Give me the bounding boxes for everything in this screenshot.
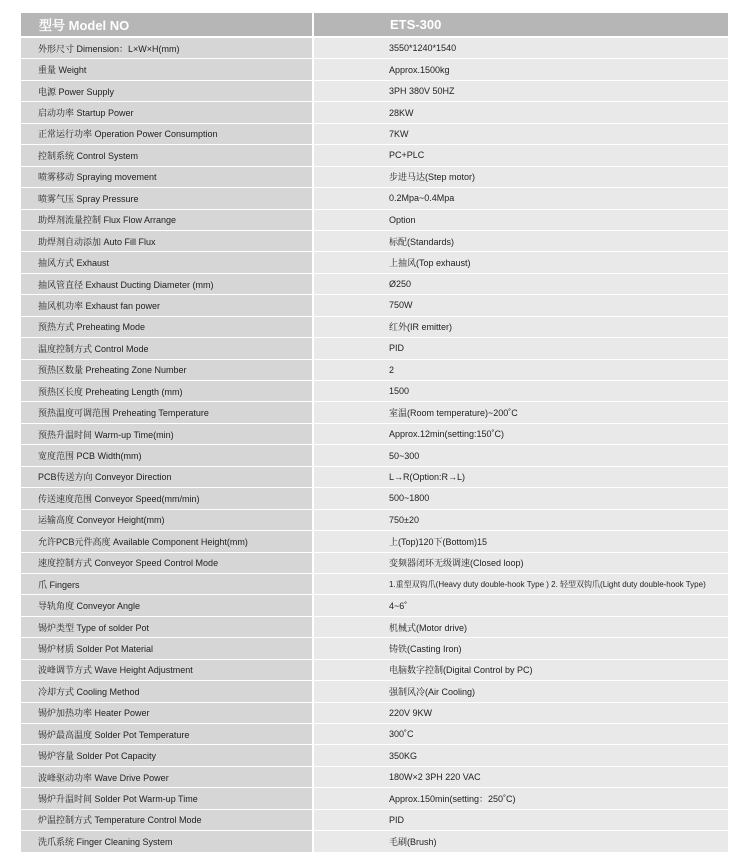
table-row — [21, 273, 728, 294]
table-row — [21, 252, 728, 273]
spec-label: 速度控制方式 Conveyor Speed Control Mode — [21, 552, 313, 573]
table-row — [21, 145, 728, 166]
spec-label: PCB传送方向 Conveyor Direction — [21, 466, 313, 487]
table-row — [21, 402, 728, 423]
spec-value: 红外(IR emitter) — [313, 316, 728, 337]
spec-value: PC+PLC — [313, 145, 728, 166]
spec-label: 锡炉升温时间 Solder Pot Warm-up Time — [21, 788, 313, 809]
spec-rows — [21, 37, 728, 852]
spec-value: 强制风冷(Air Cooling) — [313, 681, 728, 702]
spec-value: L→R(Option:R→L) — [313, 466, 728, 487]
table-row — [21, 188, 728, 209]
table-row — [21, 359, 728, 380]
spec-value: 350KG — [313, 745, 728, 766]
spec-label: 控制系统 Control System — [21, 145, 313, 166]
spec-value: 变频器闭环无级调速(Closed loop) — [313, 552, 728, 573]
spec-label: 预热方式 Preheating Mode — [21, 316, 313, 337]
table-row — [21, 595, 728, 616]
table-row — [21, 488, 728, 509]
spec-label: 抽风方式 Exhaust — [21, 252, 313, 273]
table-row — [21, 638, 728, 659]
table-row — [21, 230, 728, 251]
table-row — [21, 381, 728, 402]
header-model-label: 型号 Model NO — [21, 13, 313, 37]
spec-value: 50~300 — [313, 445, 728, 466]
spec-value: 500~1800 — [313, 488, 728, 509]
header-row — [21, 13, 728, 37]
spec-label: 电源 Power Supply — [21, 80, 313, 101]
table-row — [21, 745, 728, 766]
spec-value: 室温(Room temperature)~200˚C — [313, 402, 728, 423]
spec-value: PID — [313, 338, 728, 359]
table-row — [21, 166, 728, 187]
spec-value: 220V 9KW — [313, 702, 728, 723]
spec-label: 锡炉材质 Solder Pot Material — [21, 638, 313, 659]
spec-label: 预热升温时间 Warm-up Time(min) — [21, 423, 313, 444]
spec-value: 电脑数字控制(Digital Control by PC) — [313, 659, 728, 680]
spec-value: Option — [313, 209, 728, 230]
spec-value: 1500 — [313, 381, 728, 402]
spec-value: Ø250 — [313, 273, 728, 294]
table-row — [21, 681, 728, 702]
spec-label: 允许PCB元件高度 Available Component Height(mm) — [21, 531, 313, 552]
spec-value: 28KW — [313, 102, 728, 123]
spec-label: 重量 Weight — [21, 59, 313, 80]
table-row — [21, 123, 728, 144]
spec-label: 助焊剂流量控制 Flux Flow Arrange — [21, 209, 313, 230]
spec-label: 启动功率 Startup Power — [21, 102, 313, 123]
spec-value: Approx.1500kg — [313, 59, 728, 80]
spec-label: 导轨角度 Conveyor Angle — [21, 595, 313, 616]
spec-label: 外形尺寸 Dimension：L×W×H(mm) — [21, 37, 313, 59]
table-row — [21, 466, 728, 487]
spec-value: 750W — [313, 295, 728, 316]
spec-label: 传送速度范围 Conveyor Speed(mm/min) — [21, 488, 313, 509]
spec-label: 锡炉类型 Type of solder Pot — [21, 616, 313, 637]
table-row — [21, 59, 728, 80]
spec-value: 750±20 — [313, 509, 728, 530]
table-row — [21, 831, 728, 852]
table-row — [21, 552, 728, 573]
spec-label: 炉温控制方式 Temperature Control Mode — [21, 809, 313, 830]
spec-label: 洗爪系统 Finger Cleaning System — [21, 831, 313, 852]
spec-value: 3550*1240*1540 — [313, 37, 728, 59]
spec-value: 300˚C — [313, 724, 728, 745]
spec-label: 预热温度可调范围 Preheating Temperature — [21, 402, 313, 423]
spec-label: 预热区长度 Preheating Length (mm) — [21, 381, 313, 402]
table-row — [21, 295, 728, 316]
spec-value: 毛刷(Brush) — [313, 831, 728, 852]
table-row — [21, 659, 728, 680]
spec-label: 温度控制方式 Control Mode — [21, 338, 313, 359]
spec-label: 正常运行功率 Operation Power Consumption — [21, 123, 313, 144]
spec-value: 铸铁(Casting Iron) — [313, 638, 728, 659]
spec-value: 标配(Standards) — [313, 230, 728, 251]
spec-label: 抽风机功率 Exhaust fan power — [21, 295, 313, 316]
spec-value: 机械式(Motor drive) — [313, 616, 728, 637]
spec-value: 1.重型双钩爪(Heavy duty double-hook Type ) 2. 轻型双钩爪(Light duty double-hook Type) — [313, 573, 728, 594]
table-row — [21, 209, 728, 230]
spec-label: 锡炉最高温度 Solder Pot Temperature — [21, 724, 313, 745]
spec-label: 波峰驱动功率 Wave Drive Power — [21, 766, 313, 787]
spec-label: 爪 Fingers — [21, 573, 313, 594]
spec-label: 冷却方式 Cooling Method — [21, 681, 313, 702]
table-row — [21, 531, 728, 552]
table-row — [21, 616, 728, 637]
table-row — [21, 573, 728, 594]
table-row — [21, 316, 728, 337]
table-row — [21, 445, 728, 466]
spec-value: Approx.12min(setting:150˚C) — [313, 423, 728, 444]
spec-label: 宽度范围 PCB Width(mm) — [21, 445, 313, 466]
table-row — [21, 80, 728, 101]
spec-label: 锡炉加热功率 Heater Power — [21, 702, 313, 723]
spec-value: PID — [313, 809, 728, 830]
table-row — [21, 338, 728, 359]
spec-label: 助焊剂自动添加 Auto Fill Flux — [21, 230, 313, 251]
spec-value: Approx.150min(setting：250˚C) — [313, 788, 728, 809]
spec-value: 2 — [313, 359, 728, 380]
spec-value: 上(Top)120下(Bottom)15 — [313, 531, 728, 552]
spec-value: 4~6˚ — [313, 595, 728, 616]
table-row — [21, 509, 728, 530]
spec-value: 3PH 380V 50HZ — [313, 80, 728, 101]
spec-label: 抽风管直径 Exhaust Ducting Diameter (mm) — [21, 273, 313, 294]
table-row — [21, 102, 728, 123]
spec-value: 0.2Mpa~0.4Mpa — [313, 188, 728, 209]
header-model-value: ETS-300 — [313, 13, 728, 37]
spec-label: 锡炉容量 Solder Pot Capacity — [21, 745, 313, 766]
spec-label: 波峰调节方式 Wave Height Adjustment — [21, 659, 313, 680]
table-row — [21, 702, 728, 723]
spec-label: 喷雾移动 Spraying movement — [21, 166, 313, 187]
table-row — [21, 809, 728, 830]
table-row — [21, 766, 728, 787]
spec-label: 预热区数量 Preheating Zone Number — [21, 359, 313, 380]
table-row — [21, 423, 728, 444]
table-row — [21, 788, 728, 809]
table-row — [21, 37, 728, 59]
specification-table — [21, 13, 728, 853]
spec-value: 步进马达(Step motor) — [313, 166, 728, 187]
table-row — [21, 724, 728, 745]
spec-value: 180W×2 3PH 220 VAC — [313, 766, 728, 787]
spec-value: 7KW — [313, 123, 728, 144]
spec-label: 喷雾气压 Spray Pressure — [21, 188, 313, 209]
spec-value: 上抽风(Top exhaust) — [313, 252, 728, 273]
spec-label: 运输高度 Conveyor Height(mm) — [21, 509, 313, 530]
